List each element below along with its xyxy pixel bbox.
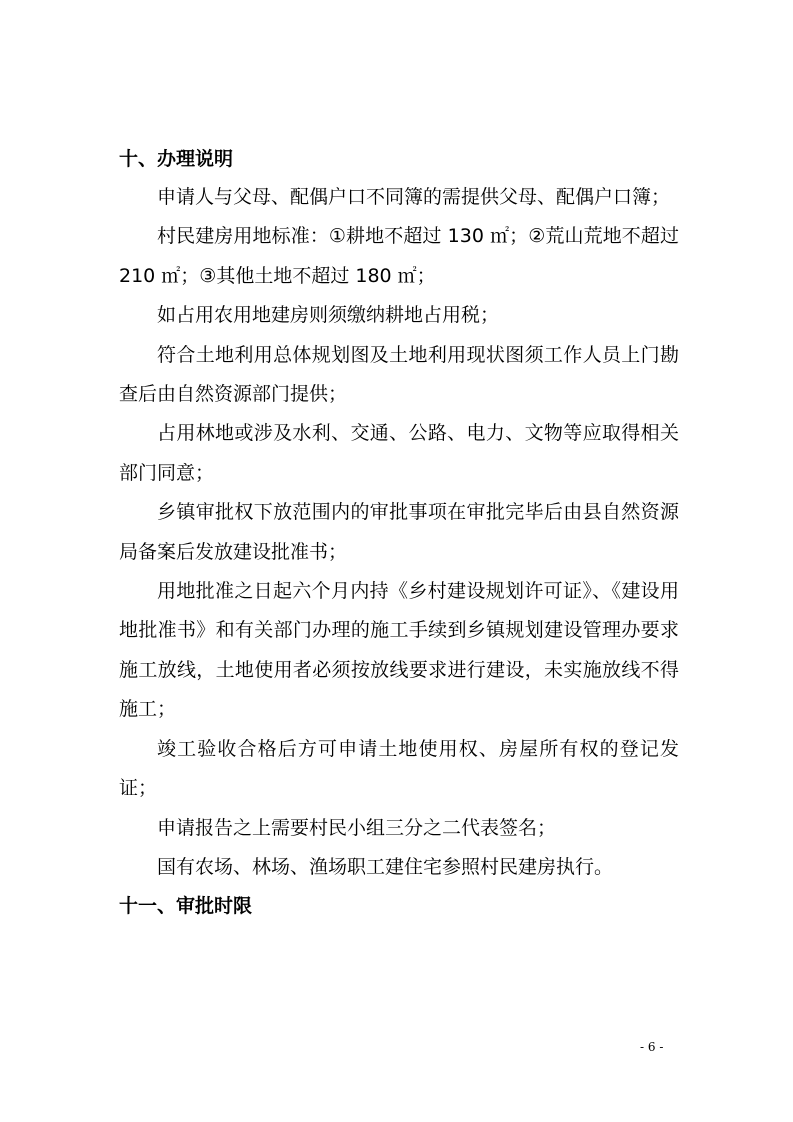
paragraph-household-register: 申请人与父母、配偶户口不同簿的需提供父母、配偶户口簿；	[157, 186, 671, 208]
page-number: - 6 -	[640, 1040, 664, 1054]
paragraph-completion-acceptance: 竣工验收合格后方可申请土地使用权、房屋所有权的登记发证；	[119, 737, 679, 800]
paragraph-occupation-tax: 如占用农用地建房则须缴纳耕地占用税；	[157, 304, 500, 327]
page-content	[119, 140, 679, 925]
section-heading-10: 十、办理说明	[119, 148, 234, 170]
paragraph-state-farms: 国有农场、林场、渔场职工建住宅参照村民建房执行。	[157, 855, 614, 878]
paragraph-construction-permit: 用地批准之日起六个月内持《乡村建设规划许可证》、《建设用地批准书》和有关部门办理的施工手续到乡镇规划建设管理办要求施工放线，土地使用者必须按放线要求进行建设，未实施放线不得施工；	[119, 580, 679, 721]
paragraph-planning-map: 符合土地利用总体规划图及土地利用现状图须工作人员上门勘查后由自然资源部门提供；	[119, 343, 679, 406]
paragraph-township-approval: 乡镇审批权下放范围内的审批事项在审批完毕后由县自然资源局备案后发放建设批准书；	[119, 501, 679, 563]
section-heading-11: 十一、审批时限	[119, 895, 253, 918]
paragraph-signatures: 申请报告之上需要村民小组三分之二代表签名；	[157, 816, 557, 839]
paragraph-land-standard: 村民建房用地标准：①耕地不超过 130 ㎡；②荒山荒地不超过 210 ㎡；③其他土地不超过 180 ㎡；	[119, 225, 679, 287]
paragraph-forest-approval: 占用林地或涉及水利、交通、公路、电力、文物等应取得相关部门同意；	[119, 422, 679, 484]
